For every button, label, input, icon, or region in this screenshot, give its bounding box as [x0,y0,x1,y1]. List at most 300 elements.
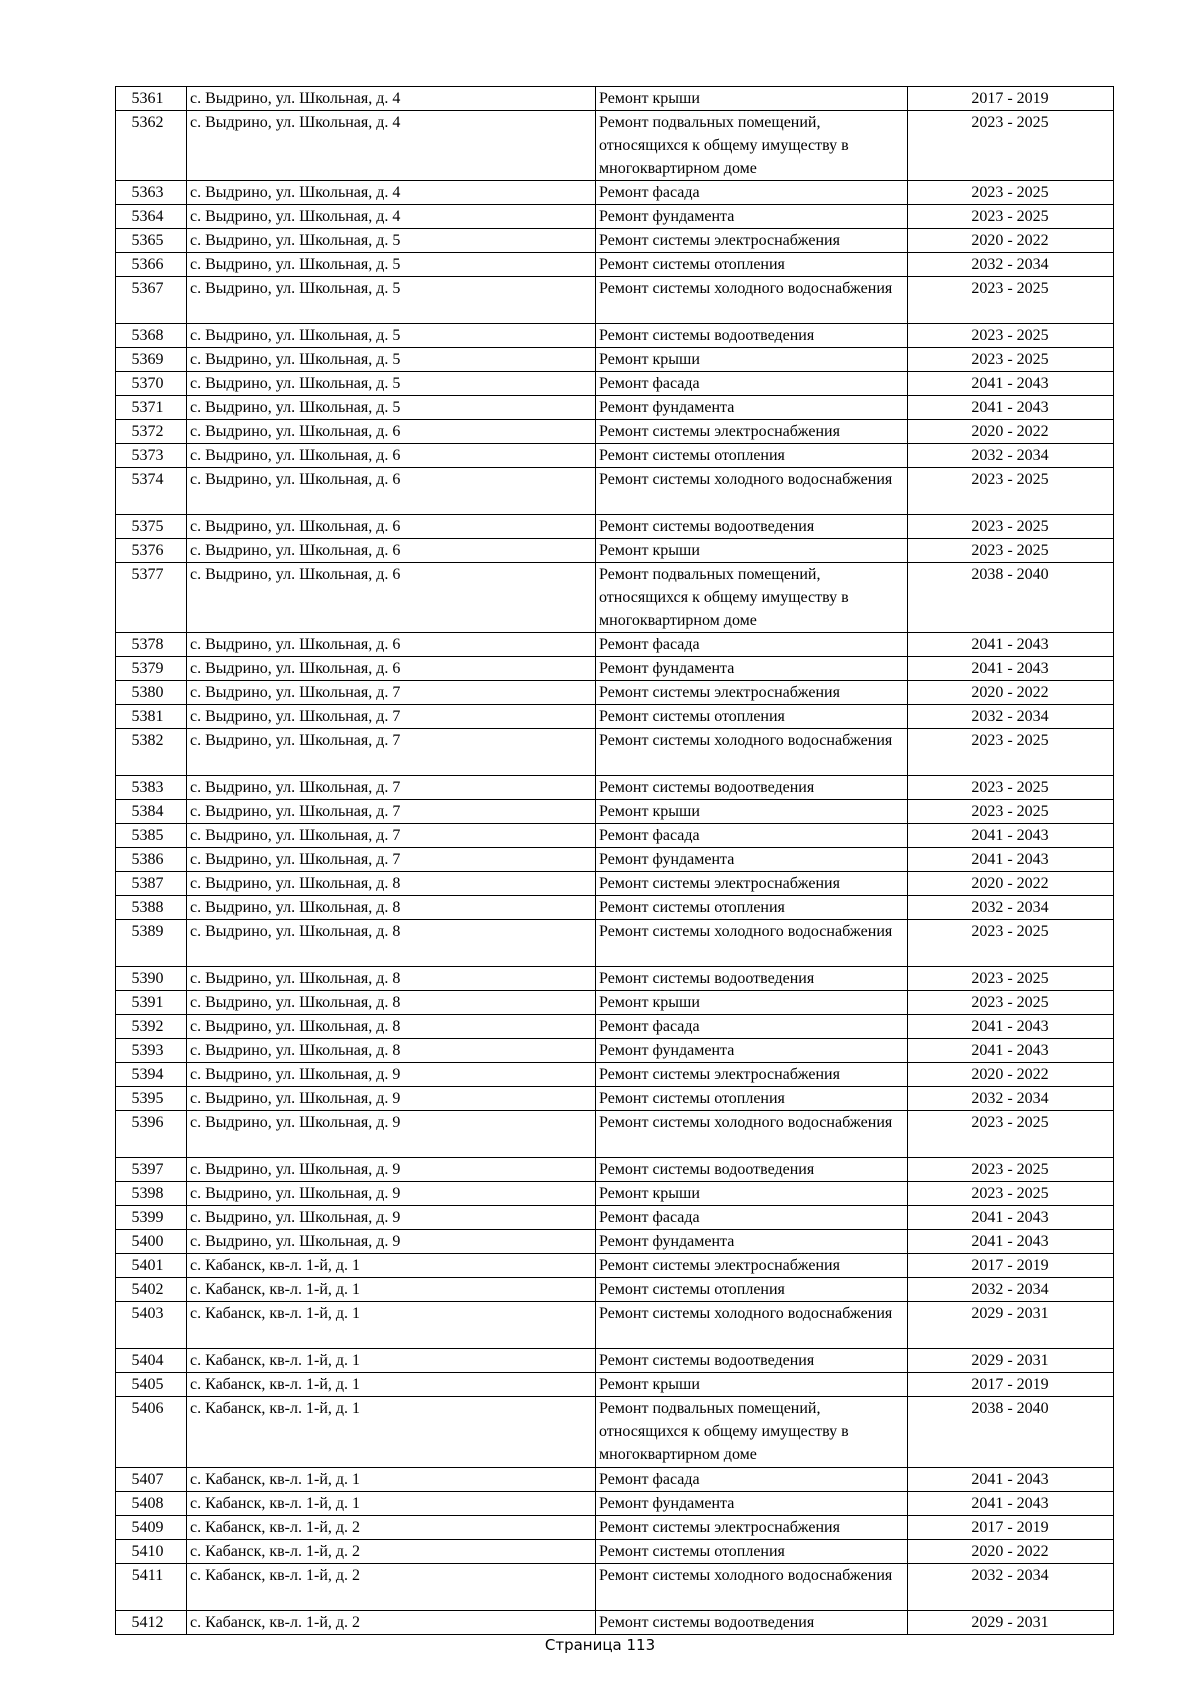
work-type-line [599,943,903,966]
work-type-cell [596,800,908,824]
work-type-line: Ремонт фасада [599,636,700,654]
work-type-line: Ремонт системы отопления [599,447,785,465]
work-type-line: Ремонт системы отопления [599,708,785,726]
table-row [116,1515,1114,1539]
work-type-cell [596,1111,908,1158]
table-row [116,1397,1114,1467]
work-type-line: Ремонт системы электроснабжения [599,1518,840,1536]
work-type-line: Ремонт крыши [599,803,700,821]
work-type-line: относящихся к общему имуществу в [599,1423,849,1441]
work-type-line: Ремонт фасада [599,184,700,202]
table-row [116,800,1114,824]
row-number: 5401 [116,1254,187,1278]
address-cell: с. Кабанск, кв-л. 1-й, д. 1 [187,1302,596,1349]
work-type-cell [596,1373,908,1397]
row-number: 5379 [116,657,187,681]
work-type-line: Ремонт фундамента [599,399,735,417]
address-cell: с. Выдрино, ул. Школьная, д. 6 [187,633,596,657]
address-cell: с. Кабанск, кв-л. 1-й, д. 1 [187,1254,596,1278]
work-type-cell [596,396,908,420]
work-type-line: Ремонт подвальных помещений, [599,114,821,131]
row-number: 5377 [116,563,187,633]
table-row [116,991,1114,1015]
address-cell: с. Выдрино, ул. Школьная, д. 6 [187,468,596,515]
work-type-line: относящихся к общему имуществу в [599,589,849,607]
table-row [116,1039,1114,1063]
address-cell: с. Выдрино, ул. Школьная, д. 9 [187,1182,596,1206]
work-type-line: Ремонт подвальных помещений, [599,1400,821,1418]
work-type-cell [596,1230,908,1254]
address-cell: с. Выдрино, ул. Школьная, д. 6 [187,563,596,633]
address-cell: с. Выдрино, ул. Школьная, д. 5 [187,253,596,277]
work-type-cell [596,229,908,253]
row-number: 5402 [116,1278,187,1302]
period-cell: 2023 - 2025 [908,991,1114,1015]
work-type-cell [596,681,908,705]
address-cell: с. Выдрино, ул. Школьная, д. 8 [187,991,596,1015]
address-cell: с. Выдрино, ул. Школьная, д. 6 [187,444,596,468]
period-cell: 2023 - 2025 [908,776,1114,800]
work-type-cell [596,1015,908,1039]
table-row [116,1278,1114,1302]
row-number: 5369 [116,348,187,372]
row-number: 5383 [116,776,187,800]
work-type-cell [596,324,908,348]
row-number: 5365 [116,229,187,253]
work-type-cell [596,205,908,229]
address-cell: с. Выдрино, ул. Школьная, д. 9 [187,1158,596,1182]
address-cell: с. Выдрино, ул. Школьная, д. 8 [187,1039,596,1063]
work-type-line: Ремонт системы водоотведения [599,327,815,345]
table-row [116,420,1114,444]
period-cell: 2029 - 2031 [908,1610,1114,1634]
address-cell: с. Выдрино, ул. Школьная, д. 4 [187,87,596,111]
row-number: 5392 [116,1015,187,1039]
address-cell: с. Выдрино, ул. Школьная, д. 9 [187,1230,596,1254]
table-row [116,1087,1114,1111]
work-type-cell [596,181,908,205]
address-cell: с. Выдрино, ул. Школьная, д. 7 [187,776,596,800]
address-cell: с. Выдрино, ул. Школьная, д. 8 [187,967,596,991]
work-type-cell [596,920,908,967]
address-cell: с. Выдрино, ул. Школьная, д. 4 [187,181,596,205]
address-cell: с. Выдрино, ул. Школьная, д. 6 [187,420,596,444]
period-cell: 2020 - 2022 [908,872,1114,896]
period-cell: 2038 - 2040 [908,1397,1114,1467]
row-number: 5389 [116,920,187,967]
address-cell: с. Выдрино, ул. Школьная, д. 5 [187,229,596,253]
work-type-line: Ремонт системы холодного водоснабжения [599,280,893,298]
address-cell: с. Выдрино, ул. Школьная, д. 5 [187,372,596,396]
table-row [116,1158,1114,1182]
period-cell: 2038 - 2040 [908,563,1114,633]
address-cell: с. Выдрино, ул. Школьная, д. 8 [187,1015,596,1039]
period-cell: 2032 - 2034 [908,1278,1114,1302]
work-type-line: Ремонт системы холодного водоснабжения [599,471,893,489]
work-type-cell [596,1397,908,1467]
row-number: 5366 [116,253,187,277]
work-type-line [599,1587,903,1610]
table-row [116,920,1114,967]
work-type-line: многоквартирном доме [599,160,757,177]
row-number: 5404 [116,1349,187,1373]
work-type-line: Ремонт крыши [599,351,700,369]
table-row [116,1206,1114,1230]
address-cell: с. Выдрино, ул. Школьная, д. 4 [187,205,596,229]
row-number: 5385 [116,824,187,848]
work-type-line: Ремонт фундамента [599,208,735,226]
period-cell: 2017 - 2019 [908,1373,1114,1397]
row-number: 5396 [116,1111,187,1158]
work-type-line: Ремонт крыши [599,90,700,107]
address-cell: с. Кабанск, кв-л. 1-й, д. 2 [187,1610,596,1634]
work-type-line: Ремонт системы отопления [599,1090,785,1108]
work-type-line: Ремонт системы отопления [599,899,785,917]
address-cell: с. Выдрино, ул. Школьная, д. 6 [187,657,596,681]
work-type-line: Ремонт системы отопления [599,1542,785,1560]
row-number: 5411 [116,1563,187,1610]
work-type-cell [596,563,908,633]
period-cell: 2041 - 2043 [908,1230,1114,1254]
work-type-line: Ремонт системы водоотведения [599,779,815,797]
period-cell: 2029 - 2031 [908,1302,1114,1349]
work-type-line: Ремонт системы отопления [599,1281,785,1299]
work-type-line: Ремонт крыши [599,994,700,1012]
work-type-line: Ремонт фасада [599,375,700,393]
row-number: 5408 [116,1491,187,1515]
work-type-cell [596,1467,908,1491]
work-type-cell [596,705,908,729]
work-type-cell [596,896,908,920]
row-number: 5395 [116,1087,187,1111]
table-row [116,539,1114,563]
period-cell: 2041 - 2043 [908,848,1114,872]
period-cell: 2029 - 2031 [908,1349,1114,1373]
row-number: 5398 [116,1182,187,1206]
table-row [116,348,1114,372]
row-number: 5367 [116,277,187,324]
row-number: 5370 [116,372,187,396]
period-cell: 2023 - 2025 [908,729,1114,776]
period-cell: 2023 - 2025 [908,539,1114,563]
address-cell: с. Кабанск, кв-л. 1-й, д. 1 [187,1491,596,1515]
table-row [116,277,1114,324]
table-row [116,633,1114,657]
work-type-cell [596,87,908,111]
row-number: 5407 [116,1467,187,1491]
period-cell: 2041 - 2043 [908,396,1114,420]
row-number: 5378 [116,633,187,657]
work-type-line: Ремонт фундамента [599,660,735,678]
period-cell: 2023 - 2025 [908,205,1114,229]
address-cell: с. Кабанск, кв-л. 1-й, д. 1 [187,1349,596,1373]
work-type-cell [596,277,908,324]
table-row [116,444,1114,468]
period-cell: 2023 - 2025 [908,1158,1114,1182]
row-number: 5381 [116,705,187,729]
table-row [116,563,1114,633]
row-number: 5399 [116,1206,187,1230]
row-number: 5361 [116,87,187,111]
work-type-cell [596,253,908,277]
period-cell: 2032 - 2034 [908,1563,1114,1610]
work-type-line: Ремонт фундамента [599,1042,735,1060]
work-type-line: Ремонт фасада [599,827,700,845]
table-row [116,229,1114,253]
work-type-line [599,300,903,323]
table-row [116,1111,1114,1158]
table-row [116,824,1114,848]
address-cell: с. Кабанск, кв-л. 1-й, д. 2 [187,1563,596,1610]
address-cell: с. Выдрино, ул. Школьная, д. 9 [187,1087,596,1111]
table-row [116,1254,1114,1278]
work-type-line: Ремонт системы холодного водоснабжения [599,923,893,941]
work-type-line [599,752,903,775]
work-type-cell [596,1158,908,1182]
row-number: 5391 [116,991,187,1015]
table-row [116,515,1114,539]
period-cell: 2023 - 2025 [908,800,1114,824]
work-type-line: Ремонт подвальных помещений, [599,566,821,584]
period-cell: 2041 - 2043 [908,633,1114,657]
period-cell: 2041 - 2043 [908,1015,1114,1039]
address-cell: с. Выдрино, ул. Школьная, д. 7 [187,681,596,705]
table-row [116,872,1114,896]
work-type-cell [596,824,908,848]
row-number: 5393 [116,1039,187,1063]
row-number: 5397 [116,1158,187,1182]
address-cell: с. Кабанск, кв-л. 1-й, д. 1 [187,1373,596,1397]
work-type-line: Ремонт системы водоотведения [599,1613,815,1631]
row-number: 5412 [116,1610,187,1634]
table-row [116,1539,1114,1563]
work-type-line [599,1134,903,1157]
table-row [116,372,1114,396]
table-row [116,681,1114,705]
period-cell: 2023 - 2025 [908,348,1114,372]
period-cell: 2017 - 2019 [908,1515,1114,1539]
work-type-line: многоквартирном доме [599,612,757,630]
work-type-cell [596,444,908,468]
period-cell: 2020 - 2022 [908,229,1114,253]
period-cell: 2017 - 2019 [908,1254,1114,1278]
work-type-cell [596,1610,908,1634]
address-cell: с. Выдрино, ул. Школьная, д. 5 [187,324,596,348]
work-type-cell [596,1302,908,1349]
row-number: 5403 [116,1302,187,1349]
address-cell: с. Выдрино, ул. Школьная, д. 6 [187,515,596,539]
table-row [116,396,1114,420]
period-cell: 2023 - 2025 [908,967,1114,991]
address-cell: с. Выдрино, ул. Школьная, д. 5 [187,348,596,372]
table-row [116,848,1114,872]
work-type-line: Ремонт фасада [599,1209,700,1227]
work-type-line: Ремонт системы водоотведения [599,1352,815,1370]
work-type-cell [596,848,908,872]
table-row [116,205,1114,229]
row-number: 5410 [116,1539,187,1563]
address-cell: с. Выдрино, ул. Школьная, д. 5 [187,396,596,420]
period-cell: 2020 - 2022 [908,1063,1114,1087]
address-cell: с. Выдрино, ул. Школьная, д. 7 [187,848,596,872]
row-number: 5362 [116,111,187,181]
table-row [116,1182,1114,1206]
table-row [116,967,1114,991]
work-type-cell [596,1254,908,1278]
period-cell: 2041 - 2043 [908,1206,1114,1230]
period-cell: 2023 - 2025 [908,324,1114,348]
repair-schedule-table [115,86,1114,1635]
period-cell: 2023 - 2025 [908,515,1114,539]
work-type-line: многоквартирном доме [599,1446,757,1464]
period-cell: 2020 - 2022 [908,681,1114,705]
address-cell: с. Кабанск, кв-л. 1-й, д. 1 [187,1397,596,1467]
table-row [116,1349,1114,1373]
row-number: 5394 [116,1063,187,1087]
table-row [116,468,1114,515]
work-type-cell [596,991,908,1015]
address-cell: с. Кабанск, кв-л. 1-й, д. 2 [187,1515,596,1539]
work-type-cell [596,111,908,181]
work-type-cell [596,468,908,515]
work-type-cell [596,1063,908,1087]
table-row [116,1230,1114,1254]
work-type-cell [596,729,908,776]
work-type-line: Ремонт системы водоотведения [599,1161,815,1179]
table-row [116,1302,1114,1349]
period-cell: 2023 - 2025 [908,920,1114,967]
row-number: 5405 [116,1373,187,1397]
period-cell: 2032 - 2034 [908,896,1114,920]
table-row [116,1373,1114,1397]
work-type-cell [596,657,908,681]
work-type-line: Ремонт фундамента [599,1233,735,1251]
row-number: 5380 [116,681,187,705]
work-type-cell [596,1206,908,1230]
work-type-cell [596,967,908,991]
address-cell: с. Кабанск, кв-л. 1-й, д. 2 [187,1539,596,1563]
work-type-line [599,1325,903,1348]
period-cell: 2041 - 2043 [908,1467,1114,1491]
period-cell: 2023 - 2025 [908,1111,1114,1158]
address-cell: с. Выдрино, ул. Школьная, д. 8 [187,896,596,920]
row-number: 5406 [116,1397,187,1467]
work-type-line: Ремонт фундамента [599,851,735,869]
address-cell: с. Выдрино, ул. Школьная, д. 9 [187,1063,596,1087]
work-type-cell [596,1278,908,1302]
address-cell: с. Выдрино, ул. Школьная, д. 7 [187,729,596,776]
row-number: 5375 [116,515,187,539]
row-number: 5387 [116,872,187,896]
work-type-cell [596,539,908,563]
table-row [116,705,1114,729]
work-type-line: Ремонт системы водоотведения [599,518,815,536]
work-type-line: Ремонт системы холодного водоснабжения [599,1114,893,1132]
period-cell: 2020 - 2022 [908,420,1114,444]
row-number: 5400 [116,1230,187,1254]
table-row [116,1063,1114,1087]
work-type-cell [596,1039,908,1063]
row-number: 5364 [116,205,187,229]
work-type-cell [596,515,908,539]
work-type-cell [596,1563,908,1610]
work-type-line: Ремонт системы холодного водоснабжения [599,1566,893,1584]
page-number: Страница 113 [544,1636,656,1654]
table-row [116,1491,1114,1515]
row-number: 5388 [116,896,187,920]
period-cell: 2041 - 2043 [908,372,1114,396]
table-row [116,1015,1114,1039]
row-number: 5386 [116,848,187,872]
work-type-cell [596,1087,908,1111]
period-cell: 2032 - 2034 [908,1087,1114,1111]
address-cell: с. Выдрино, ул. Школьная, д. 8 [187,920,596,967]
table-row [116,87,1114,111]
table-row [116,253,1114,277]
address-cell: с. Кабанск, кв-л. 1-й, д. 1 [187,1467,596,1491]
table-row [116,1563,1114,1610]
work-type-cell [596,420,908,444]
work-type-cell [596,1182,908,1206]
row-number: 5384 [116,800,187,824]
address-cell: с. Кабанск, кв-л. 1-й, д. 1 [187,1278,596,1302]
address-cell: с. Выдрино, ул. Школьная, д. 8 [187,872,596,896]
work-type-cell [596,348,908,372]
table-row [116,181,1114,205]
table-row [116,1610,1114,1634]
work-type-cell [596,776,908,800]
work-type-line: Ремонт крыши [599,1376,700,1394]
work-type-line: Ремонт системы электроснабжения [599,875,840,893]
row-number: 5409 [116,1515,187,1539]
period-cell: 2023 - 2025 [908,111,1114,181]
row-number: 5371 [116,396,187,420]
work-type-cell [596,872,908,896]
period-cell: 2023 - 2025 [908,1182,1114,1206]
work-type-cell [596,1491,908,1515]
work-type-line: Ремонт фасада [599,1470,700,1488]
table-row [116,729,1114,776]
table-row [116,1467,1114,1491]
table-row [116,111,1114,181]
period-cell: 2041 - 2043 [908,657,1114,681]
row-number: 5390 [116,967,187,991]
work-type-cell [596,1349,908,1373]
row-number: 5373 [116,444,187,468]
address-cell: с. Выдрино, ул. Школьная, д. 5 [187,277,596,324]
table-row [116,324,1114,348]
work-type-line: Ремонт системы водоотведения [599,970,815,988]
work-type-line: относящихся к общему имуществу в [599,137,849,154]
table-row [116,657,1114,681]
period-cell: 2032 - 2034 [908,253,1114,277]
period-cell: 2041 - 2043 [908,824,1114,848]
period-cell: 2032 - 2034 [908,705,1114,729]
work-type-line: Ремонт системы электроснабжения [599,684,840,702]
address-cell: с. Выдрино, ул. Школьная, д. 6 [187,539,596,563]
table-row [116,776,1114,800]
work-type-cell [596,1539,908,1563]
row-number: 5382 [116,729,187,776]
work-type-cell [596,372,908,396]
address-cell: с. Выдрино, ул. Школьная, д. 9 [187,1111,596,1158]
address-cell: с. Выдрино, ул. Школьная, д. 7 [187,824,596,848]
address-cell: с. Выдрино, ул. Школьная, д. 4 [187,111,596,181]
row-number: 5376 [116,539,187,563]
work-type-cell [596,633,908,657]
work-type-line: Ремонт системы холодного водоснабжения [599,1305,893,1323]
period-cell: 2023 - 2025 [908,468,1114,515]
